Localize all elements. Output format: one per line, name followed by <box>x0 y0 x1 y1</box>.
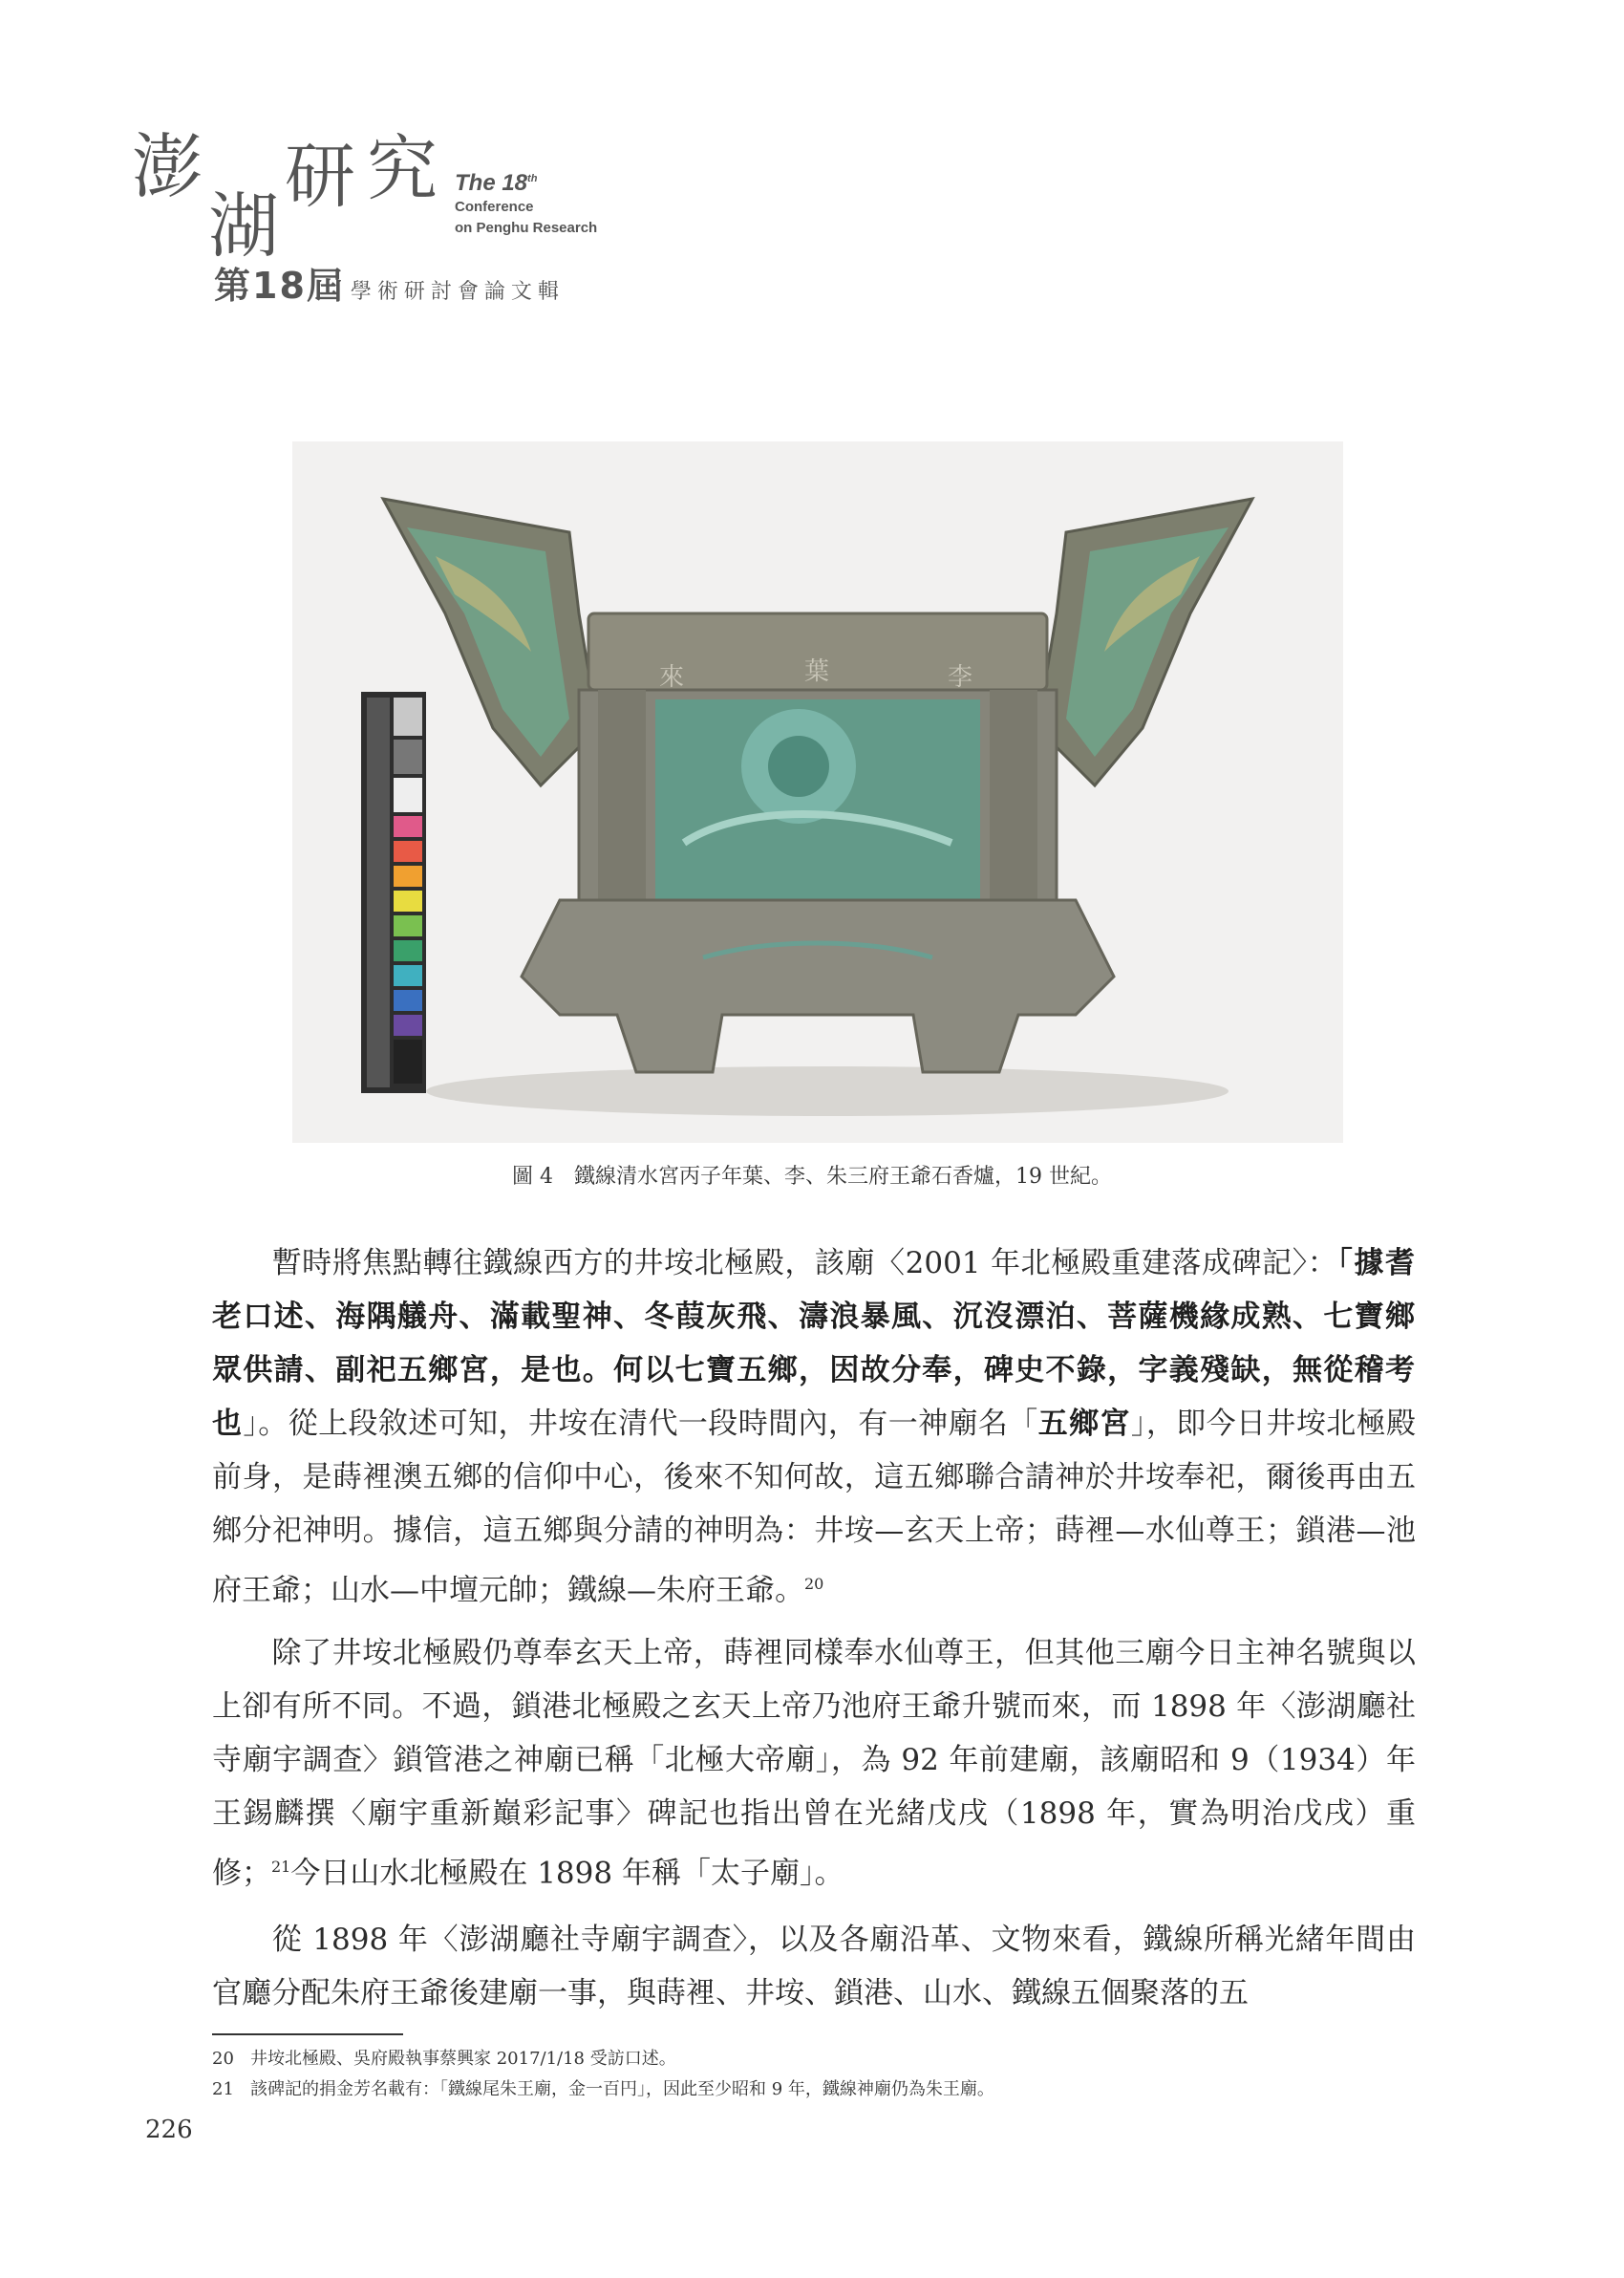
p1-after-quote: 」。從上段敘述可知，井垵在清代一段時間內，有一神廟名「 <box>243 1407 1038 1441</box>
page-number: 226 <box>145 2116 193 2144</box>
title-char-4: 究 <box>367 128 438 210</box>
paragraph-2 <box>212 1626 1416 1900</box>
figure-caption: 圖 4 鐵線清水宮丙子年葉、李、朱三府王爺石香爐，19 世紀。 <box>512 1165 1112 1189</box>
edition-label: 第18屆 <box>214 265 345 307</box>
footnote-20 <box>212 2045 1416 2070</box>
footnote-divider <box>212 2033 403 2035</box>
footnote-number: 21 <box>212 2079 234 2099</box>
journal-subtitle <box>214 256 565 309</box>
conference-subject: on Penghu Research <box>455 220 598 236</box>
title-char-2: 湖 <box>208 185 279 268</box>
p1-temple-name: 五鄉宮 <box>1037 1407 1131 1441</box>
p1-intro: 暫時將焦點轉往鐵線西方的井垵北極殿，該廟〈2001 年北極殿重建落成碑記〉： <box>271 1246 1338 1280</box>
title-char-1: 澎 <box>132 126 203 208</box>
inscription-char-2: 葉 <box>804 657 830 686</box>
footnote-number: 20 <box>212 2049 234 2069</box>
p2-text-2: 今日山水北極殿在 1898 年稱「太子廟」。 <box>290 1856 844 1891</box>
paragraph-1 <box>212 1236 1416 1617</box>
footnote-text: 井垵北極殿、吳府殿執事蔡興家 2017/1/18 受訪口述。 <box>250 2049 676 2069</box>
footnote-ref-20[interactable]: 20 <box>804 1575 824 1593</box>
inscription-char-1: 來 <box>659 663 685 692</box>
paragraph-3 <box>212 1913 1416 2020</box>
p1-quote: 「據耆老口述、海隅艤舟、滿載聖神、冬葭灰飛、濤浪暴風、沉沒漂泊、菩薩機緣成熟、七寶鄉眾供請、副祀五鄉宮，是也。何以七寶五鄉，因故分奉，碑史不錄，字義殘缺，無從稽考也 <box>212 1246 1417 1441</box>
conference-english-title <box>455 170 597 239</box>
subtitle-label: 學術研討會論文輯 <box>350 280 565 304</box>
title-char-3: 研 <box>285 136 355 218</box>
journal-title-calligraphy <box>132 124 457 268</box>
footnote-text: 該碑記的捐金芳名載有：「鐵線尾朱王廟，金一百円」，因此至少昭和 9 年，鐵線神廟仍為朱王廟。 <box>250 2079 994 2099</box>
p1-rest: 」，即今日井垵北極殿前身，是蒔裡澳五鄉的信仰中心，後來不知何故，這五鄉聯合請神於井垵奉祀，爾後再由五鄉分祀神明。據信，這五鄉與分請的神明為：井垵—玄天上帝；蒔裡—水仙尊王；鎖港—池府王爺；山水—中壇元帥；鐵線—朱府王爺。 <box>212 1407 1417 1608</box>
journal-header <box>0 0 669 306</box>
conference-word: Conference <box>455 199 534 215</box>
footnote-ref-21[interactable]: 21 <box>271 1858 291 1876</box>
p3-text: 從 1898 年〈澎湖廳社寺廟宇調查〉，以及各廟沿革、文物來看，鐵線所稱光緒年間由官廳分配朱府王爺後建廟一事，與蒔裡、井垵、鎖港、山水、鐵線五個聚落的五 <box>212 1923 1416 2010</box>
incense-burner-photo <box>292 441 1343 1143</box>
conference-ordinal: th <box>527 173 538 184</box>
footnote-21 <box>212 2075 1416 2100</box>
inscription-char-3: 李 <box>948 663 973 692</box>
conference-number: The 18 <box>455 170 528 196</box>
p2-text-1: 除了井垵北極殿仍尊奉玄天上帝，蒔裡同樣奉水仙尊王，但其他三廟今日主神名號與以上卻有所不同。不過，鎖港北極殿之玄天上帝乃池府王爺升號而來，而 1898 年〈澎湖廳社寺廟宇調查〉鎖管港之神廟已稱「北極大帝廟」，為 92 年前建廟，該廟昭和 9（1934）年王錫麟撰〈廟宇重新巔彩記事〉碑記也指出曾在光緒戊戌（1898 年，實為明治戊戌）重修； <box>212 1636 1416 1891</box>
